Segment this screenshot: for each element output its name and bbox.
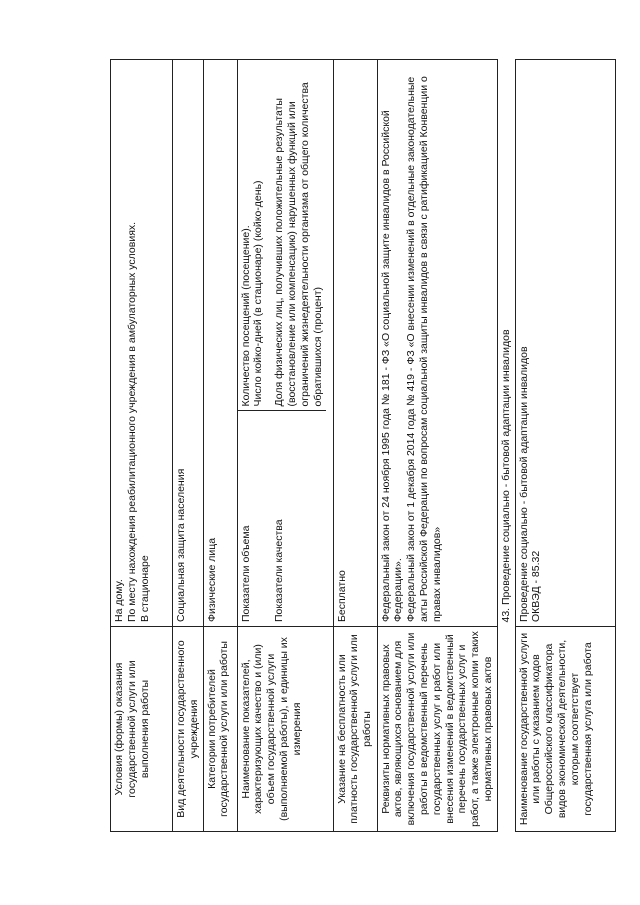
row-label-payment: Указание на бесплатность или платность государственной услуги или работы (333, 627, 377, 832)
row-value-consumers: Физические лица (203, 60, 237, 627)
volume-indicator-item: Число койко-дней (в стационаре) (койко-день) (252, 180, 265, 407)
legal-act-line: Федеральный закон от 24 ноября 1995 года № 181 - ФЗ «О социальной защите инвалидов в Российской Федерации». (379, 110, 405, 622)
table-row (173, 60, 204, 832)
condition-line: На дому. (113, 579, 125, 622)
condition-line: По месту нахождения реабилитационного учреждения в амбулаторных условиях. (125, 221, 138, 622)
row-value-indicators (237, 60, 333, 627)
volume-indicators-label: Показатели объема (239, 525, 252, 622)
table-row (515, 60, 615, 832)
row-value-activity: Социальная защита населения (173, 60, 204, 627)
legal-act-line: Федеральный закон от 1 декабря 2014 года № 419 - ФЗ «О внесении изменений в отдельные законодательные акты Российской Федерации по вопросам социальной защиты инвалидов в связи с ратификацией Конвенции о правах инвалидов» (405, 76, 443, 622)
row-label-conditions: Условия (формы) оказания государственной услуги или выполнения работы (111, 627, 173, 832)
row-label-legal-acts: Реквизиты нормативных правовых актов, являющихся основанием для включения государственной услуги или работы в ведомственный перечень государственных услуг и работ или внесения изменений в ведомственный перечень государственных услуг и работ, а также электронные копии таких нормативных правовых актов (377, 627, 497, 832)
row-label-service-name: Наименование государственной услуги или работы с указанием кодов Общероссийского классификатора видов экономической деятельности, которым соответствует государственная услуга или работа (515, 627, 615, 832)
table-row (377, 60, 497, 832)
table-row (203, 60, 237, 832)
section-title: 43. Проведение социально - бытовой адаптации инвалидов (499, 329, 512, 623)
service-name-line: Проведение социально - бытовой адаптации инвалидов (517, 346, 530, 622)
quality-indicators-label: Показатели качества (273, 519, 286, 622)
quality-indicator-item: Доля физических лиц, получивших положительные результаты (восстановление или компенсацию) нарушенных функций или ограничений жизнедеятельности организма от общего количества обратившихся (процент) (273, 82, 324, 407)
row-value-legal-acts (377, 60, 497, 627)
okved-code-line: ОКВЭД - 85.32 (530, 550, 543, 622)
rotated-document-sheet (110, 60, 594, 832)
row-value-payment: Бесплатно (333, 60, 377, 627)
table-row (237, 60, 333, 832)
quality-indicators-list (271, 60, 326, 411)
row-label-activity: Вид деятельности государственного учреждения (173, 627, 204, 832)
volume-indicators-list (238, 60, 272, 411)
condition-line: В стационаре (138, 555, 151, 622)
row-label-consumers: Категории потребителей государственной услуги или работы (203, 627, 237, 832)
row-value-conditions (111, 60, 173, 627)
table-row (111, 60, 173, 832)
indicators-subtable (238, 60, 327, 626)
section-gap (497, 60, 515, 832)
services-register-table (110, 59, 616, 832)
table-row (333, 60, 377, 832)
volume-indicator-item: Количество посещений (посещение). (239, 225, 252, 407)
row-label-indicators: Наименование показателей, характеризующих качество и (или) объем государственной услуги (выполняемой работы), и единицы их измерения (237, 627, 333, 832)
row-value-service-name (515, 60, 615, 627)
